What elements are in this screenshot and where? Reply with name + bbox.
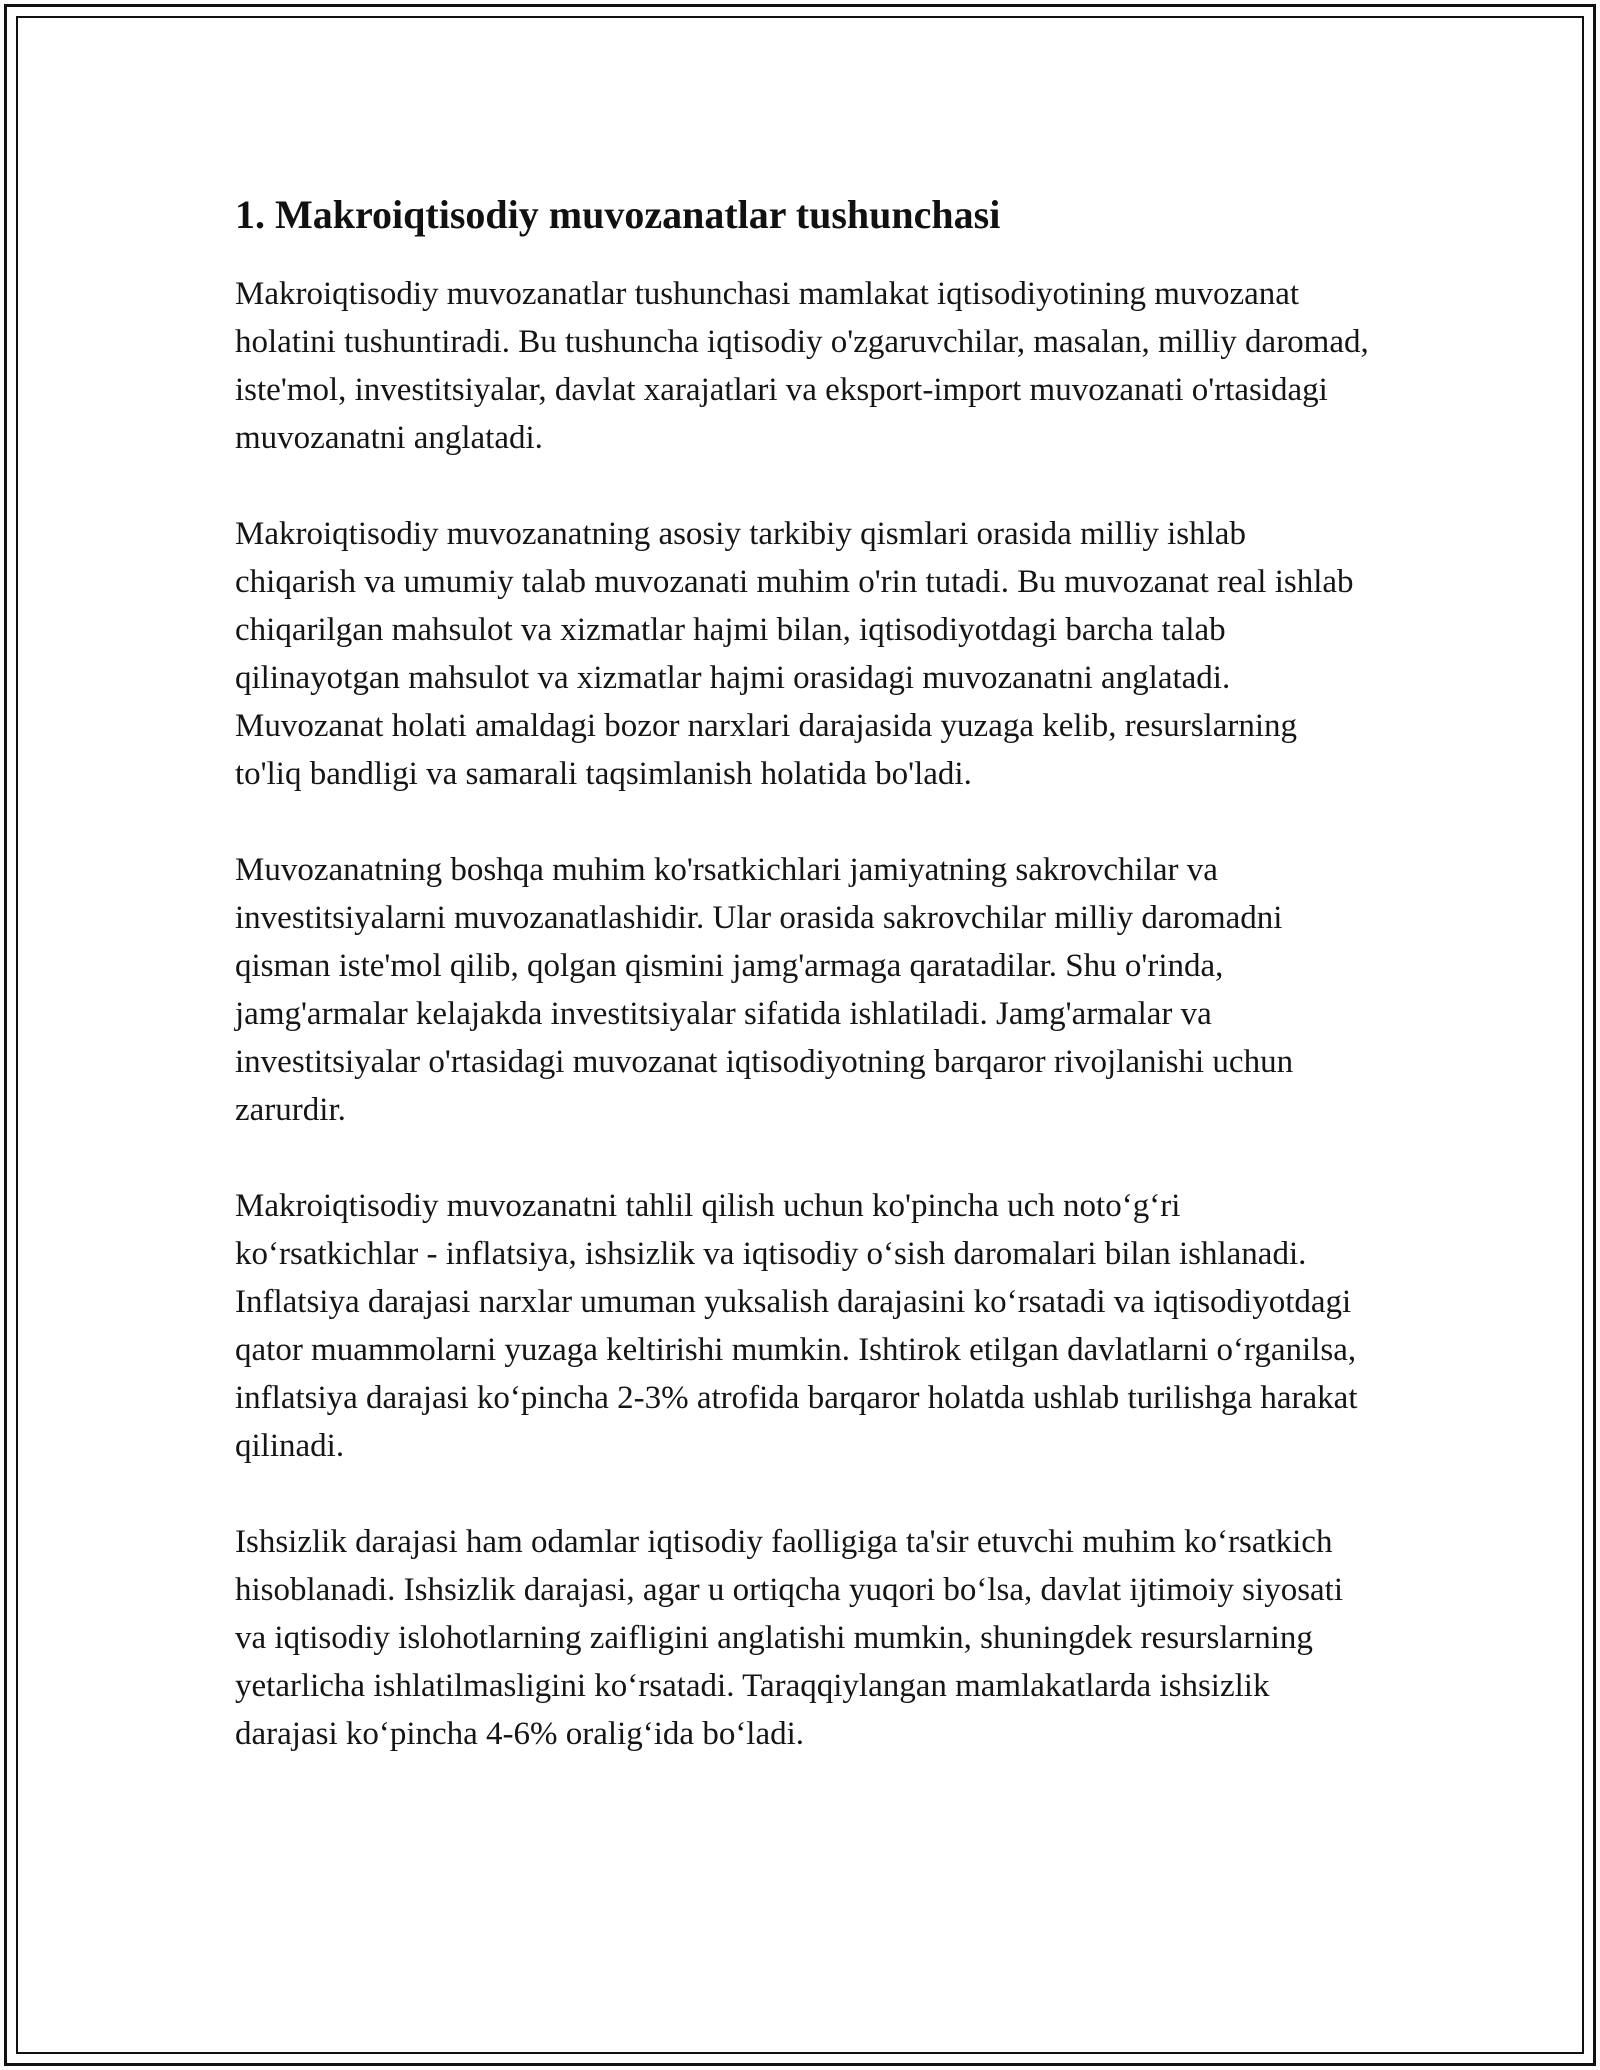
document-body [235, 190, 1370, 1806]
paragraph-2: Makroiqtisodiy muvozanatning asosiy tarkibiy qismlari orasida milliy ishlab chiqarish va umumiy talab muvozanati muhim o'rin tutadi. Bu muvozanat real ishlab chiqarilgan mahsulot va xizmatlar hajmi bilan, iqtisodiyotdagi barcha talab qilinayotgan mahsulot va xizmatlar hajmi orasidagi muvozanatni anglatadi. Muvozanat holati amaldagi bozor narxlari darajasida yuzaga kelib, resurslarning to'liq bandligi va samarali taqsimlanish holatida bo'ladi. [235, 516, 1354, 792]
paragraph-3: Muvozanatning boshqa muhim ko'rsatkichlari jamiyatning sakrovchilar va investitsiyalarni muvozanatlashidir. Ular orasida sakrovchilar milliy daromadni qisman iste'mol qilib, qolgan qismini jamg'armaga qaratadilar. Shu o'rinda, jamg'armalar kelajakda investitsiyalar sifatida ishlatiladi. Jamg'armalar va investitsiyalar o'rtasidagi muvozanat iqtisodiyotning barqaror rivojlanishi uchun zarurdir. [235, 852, 1294, 1128]
paragraph-1: Makroiqtisodiy muvozanatlar tushunchasi mamlakat iqtisodiyotining muvozanat holatini tushuntiradi. Bu tushuncha iqtisodiy o'zgaruvchilar, masalan, milliy daromad, iste'mol, investitsiyalar, davlat xarajatlari va eksport-import muvozanati o'rtasidagi muvozanatni anglatadi. [235, 276, 1369, 456]
section-heading: 1. Makroiqtisodiy muvozanatlar tushunchasi [235, 192, 1001, 237]
paragraph-4: Makroiqtisodiy muvozanatni tahlil qilish uchun ko'pincha uch noto‘g‘ri ko‘rsatkichlar - inflatsiya, ishsizlik va iqtisodiy o‘sish daromalari bilan ishlanadi. Inflatsiya darajasi narxlar umuman yuksalish darajasini ko‘rsatadi va iqtisodiyotdagi qator muammolarni yuzaga keltirishi mumkin. Ishtirok etilgan davlatlarni o‘rganilsa, inflatsiya darajasi ko‘pincha 2-3% atrofida barqaror holatda ushlab turilishga harakat qilinadi. [235, 1188, 1358, 1464]
paragraph-5: Ishsizlik darajasi ham odamlar iqtisodiy faolligiga ta'sir etuvchi muhim ko‘rsatkich hisoblanadi. Ishsizlik darajasi, agar u ortiqcha yuqori bo‘lsa, davlat ijtimoiy siyosati va iqtisodiy islohotlarning zaifligini anglatishi mumkin, shuningdek resurslarning yetarlicha ishlatilmasligini ko‘rsatadi. Taraqqiylangan mamlakatlarda ishsizlik darajasi ko‘pincha 4-6% oralig‘ida bo‘ladi. [235, 1524, 1344, 1752]
